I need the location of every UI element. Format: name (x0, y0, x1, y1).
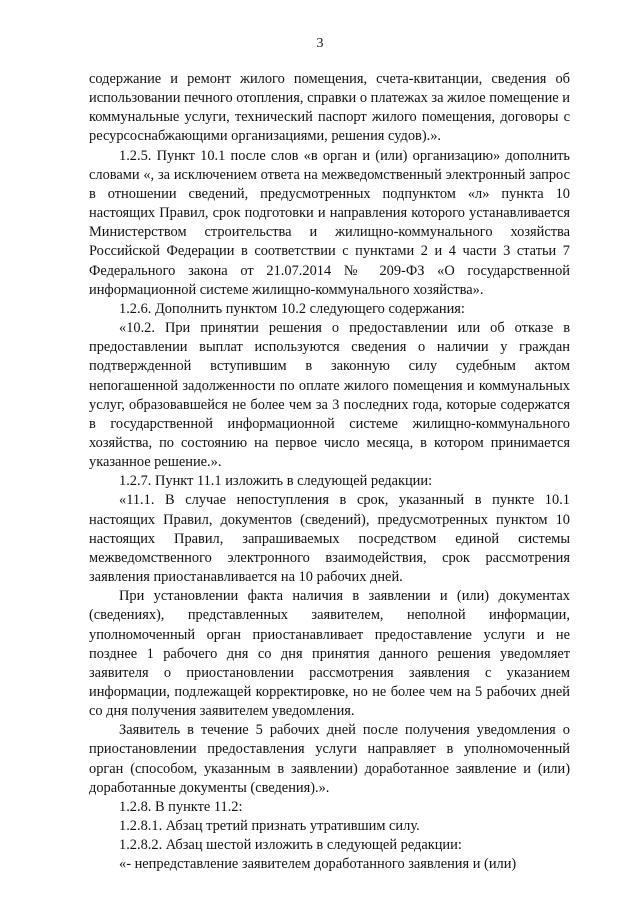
paragraph-1-2-8: 1.2.8. В пункте 11.2: (119, 798, 243, 815)
paragraph-1-2-6: 1.2.6. Дополнить пунктом 10.2 следующего содержания: (119, 300, 465, 317)
paragraph-1-2-8-2: 1.2.8.2. Абзац шестой изложить в следующей редакции: (119, 837, 462, 854)
paragraph-suspension-facts: При установлении факта наличия в заявлении и (или) документах (сведениях), представленных заявителем, неполной информации, уполномоченный орган приостанавливает предоставление услуги и не позднее 1 рабочего дня со дня принятия данного решения уведомляет заявителя о приостановлении рассмотрения заявления с указанием информации, подлежащей корректировке, но не более чем на 5 рабочих дней со дня получения заявителем уведомления. (89, 588, 570, 720)
paragraph-1-2-8-1: 1.2.8.1. Абзац третий признать утратившим силу. (119, 818, 420, 835)
paragraph-11-1: «11.1. В случае непоступления в срок, указанный в пункте 10.1 настоящих Правил, документов (сведений), предусмотренных пунктом 10 настоящих Правил, запрашиваемых посредством единой системы межведомственного электронного взаимодействия, срок рассмотрения заявления приостанавливается на 10 рабочих дней. (89, 492, 570, 586)
paragraph-continuation: «- непредставление заявителем доработанного заявления и (или) (119, 856, 517, 873)
paragraph-1-2-7: 1.2.7. Пункт 11.1 изложить в следующей редакции: (119, 473, 433, 490)
paragraph-1: содержание и ремонт жилого помещения, счета-квитанции, сведения об использовании печного отопления, справки о платежах за жилое помещение и коммунальные услуги, технический паспорт жилого помещения, договоры с ресурсоснабжающими организациями, решения судов).». (89, 71, 570, 145)
paragraph-applicant-deadline: Заявитель в течение 5 рабочих дней после получения уведомления о приостановлении предоставления услуги направляет в уполномоченный орган (способом, указанным в заявлении) доработанное заявление и (или) доработанные документы (сведения).». (89, 722, 570, 796)
document-body (89, 70, 570, 875)
paragraph-10-2: «10.2. При принятии решения о предоставлении или об отказе в предоставлении выплат используются сведения о наличии у граждан подтвержденной вступившим в законную силу судебным актом непогашенной задолженности по оплате жилого помещения и коммунальных услуг, образовавшейся не более чем за 3 последних года, которые содержатся в государственной информационной системе жилищно-коммунального хозяйства, по состоянию на первое число месяца, в котором принимается указанное решение.». (89, 320, 570, 471)
paragraph-1-2-5: 1.2.5. Пункт 10.1 после слов «в орган и (или) организацию» дополнить словами «, за исключением ответа на межведомственный электронный запрос в отношении сведений, предусмотренных подпунктом «л» пункта 10 настоящих Правил, срок подготовки и направления которого устанавливается Министерством строительства и жилищно-коммунального хозяйства Российской Федерации в соответствии с пунктами 2 и 4 части 3 статьи 7 Федерального закона от 21.07.2014 № 209-ФЗ «О государственной информационной системе жилищно-коммунального хозяйства». (89, 147, 570, 298)
page-number: 3 (316, 36, 324, 51)
